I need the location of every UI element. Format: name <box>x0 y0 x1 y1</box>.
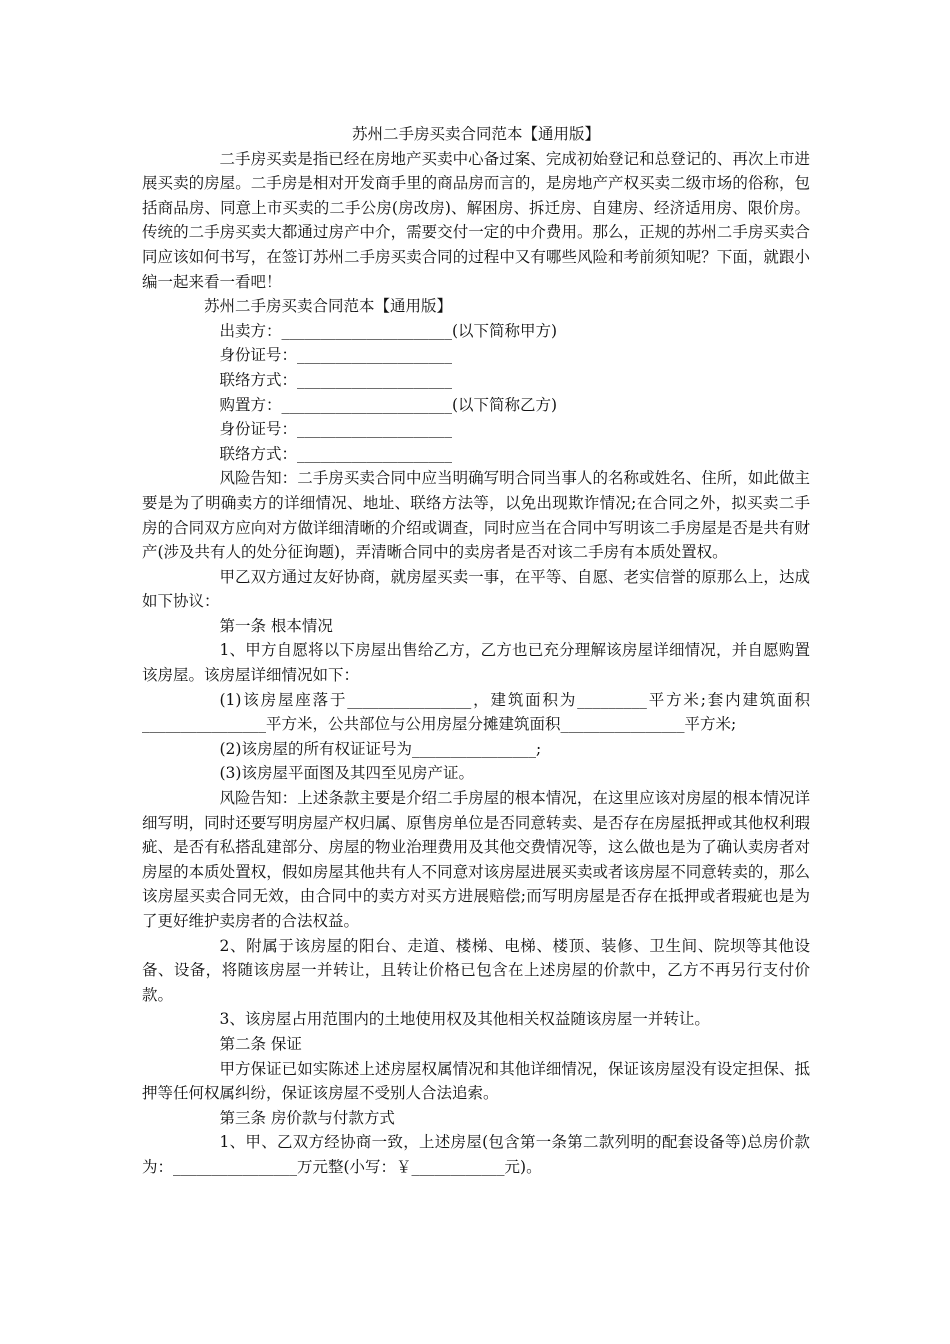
article-1-clause-1: 1、甲方自愿将以下房屋出售给乙方，乙方也已充分理解该房屋详细情况，并自愿购置该房屋。该房屋详细情况如下： <box>142 641 810 685</box>
seller-line: 出卖方：______________________(以下简称甲方) <box>219 321 558 340</box>
intro-paragraph: 二手房买卖是指已经在房地产买卖中心备过案、完成初始登记和总登记的、再次上市进展买卖的房屋。二手房是相对开发商手里的商品房而言的，是房地产产权买卖二级市场的俗称，包括商品房、同意上市买卖的二手公房(房改房)、解困房、拆迁房、自建房、经济适用房、限价房。传统的二手房买卖大都通过房产中介，需要交付一定的中介费用。那么，正规的苏州二手房买卖合同应该如何书写，在签订苏州二手房买卖合同的过程中又有哪些风险和考前须知呢？下面，就跟小编一起来看一看吧！ <box>142 149 810 291</box>
article-1-item-3: (3)该房屋平面图及其四至见房产证。 <box>219 764 474 783</box>
buyer-line: 购置方：______________________(以下简称乙方) <box>219 395 558 414</box>
risk-notice-1: 风险告知：二手房买卖合同中应当明确写明合同当事人的名称或姓名、住所，如此做主要是为了明确卖方的详细情况、地址、联络方法等，以免出现欺诈情况;在合同之外，拟买卖二手房的合同双方应向对方做详细清晰的介绍或调查，同时应当在合同中写明该二手房屋是否是共有财产(涉及共有人的处分征询题)，弄清晰合同中的卖房者是否对该二手房有本质处置权。 <box>142 469 810 562</box>
article-1-item-2: (2)该房屋的所有权证证号为________________; <box>219 739 542 758</box>
article-1-clause-2: 2、附属于该房屋的阳台、走道、楼梯、电梯、楼顶、装修、卫生间、院坝等其他设备、设备，将随该房屋一并转让，且转让价格已包含在上述房屋的价款中，乙方不再另行支付价款。 <box>142 936 810 1004</box>
document-page <box>142 122 810 1180</box>
article-3-clause-1: 1、甲、乙双方经协商一致，上述房屋(包含第一条第二款列明的配套设备等)总房价款为：________________万元整(小写：￥____________元)。 <box>142 1133 810 1176</box>
buyer-id-line: 身份证号：____________________ <box>219 420 453 439</box>
article-2-paragraph: 甲方保证已如实陈述上述房屋权属情况和其他详细情况，保证该房屋没有设定担保、抵押等任何权属纠纷，保证该房屋不受别人合法追索。 <box>142 1059 810 1103</box>
document-title: 苏州二手房买卖合同范本【通用版】 <box>351 125 600 143</box>
agreement-paragraph: 甲乙双方通过友好协商，就房屋买卖一事，在平等、自愿、老实信誉的原那么上，达成如下协议： <box>142 567 810 611</box>
risk-notice-2: 风险告知：上述条款主要是介绍二手房屋的根本情况，在这里应该对房屋的根本情况详细写明，同时还要写明房屋产权归属、原售房单位是否同意转卖、是否存在房屋抵押或其他权利瑕疵、是否有私搭乱建部分、房屋的物业治理费用及其他交费情况等，这么做也是为了确认卖房者对房屋的本质处置权，假如房屋其他共有人不同意对该房屋进展买卖或者该房屋不同意转卖的，那么该房屋买卖合同无效，由合同中的卖方对买方进展赔偿;而写明房屋是否存在抵押或者瑕疵也是为了更好维护卖房者的合法权益。 <box>142 789 810 930</box>
seller-contact-line: 联络方式：____________________ <box>219 370 453 389</box>
article-1-clause-3: 3、该房屋占用范围内的土地使用权及其他相关权益随该房屋一并转让。 <box>219 1010 710 1029</box>
buyer-contact-line: 联络方式：____________________ <box>219 444 453 463</box>
article-2-title: 第二条 保证 <box>219 1034 302 1053</box>
contract-subtitle: 苏州二手房买卖合同范本【通用版】 <box>204 297 453 316</box>
seller-id-line: 身份证号：____________________ <box>219 346 453 365</box>
article-3-title: 第三条 房价款与付款方式 <box>219 1108 395 1127</box>
article-1-item-1: (1)该房屋座落于________________，建筑面积为_________平方米;套内建筑面积________________平方米，公共部位与公用房屋分摊建筑面积________________平方米; <box>142 690 810 734</box>
article-1-title: 第一条 根本情况 <box>219 616 333 635</box>
